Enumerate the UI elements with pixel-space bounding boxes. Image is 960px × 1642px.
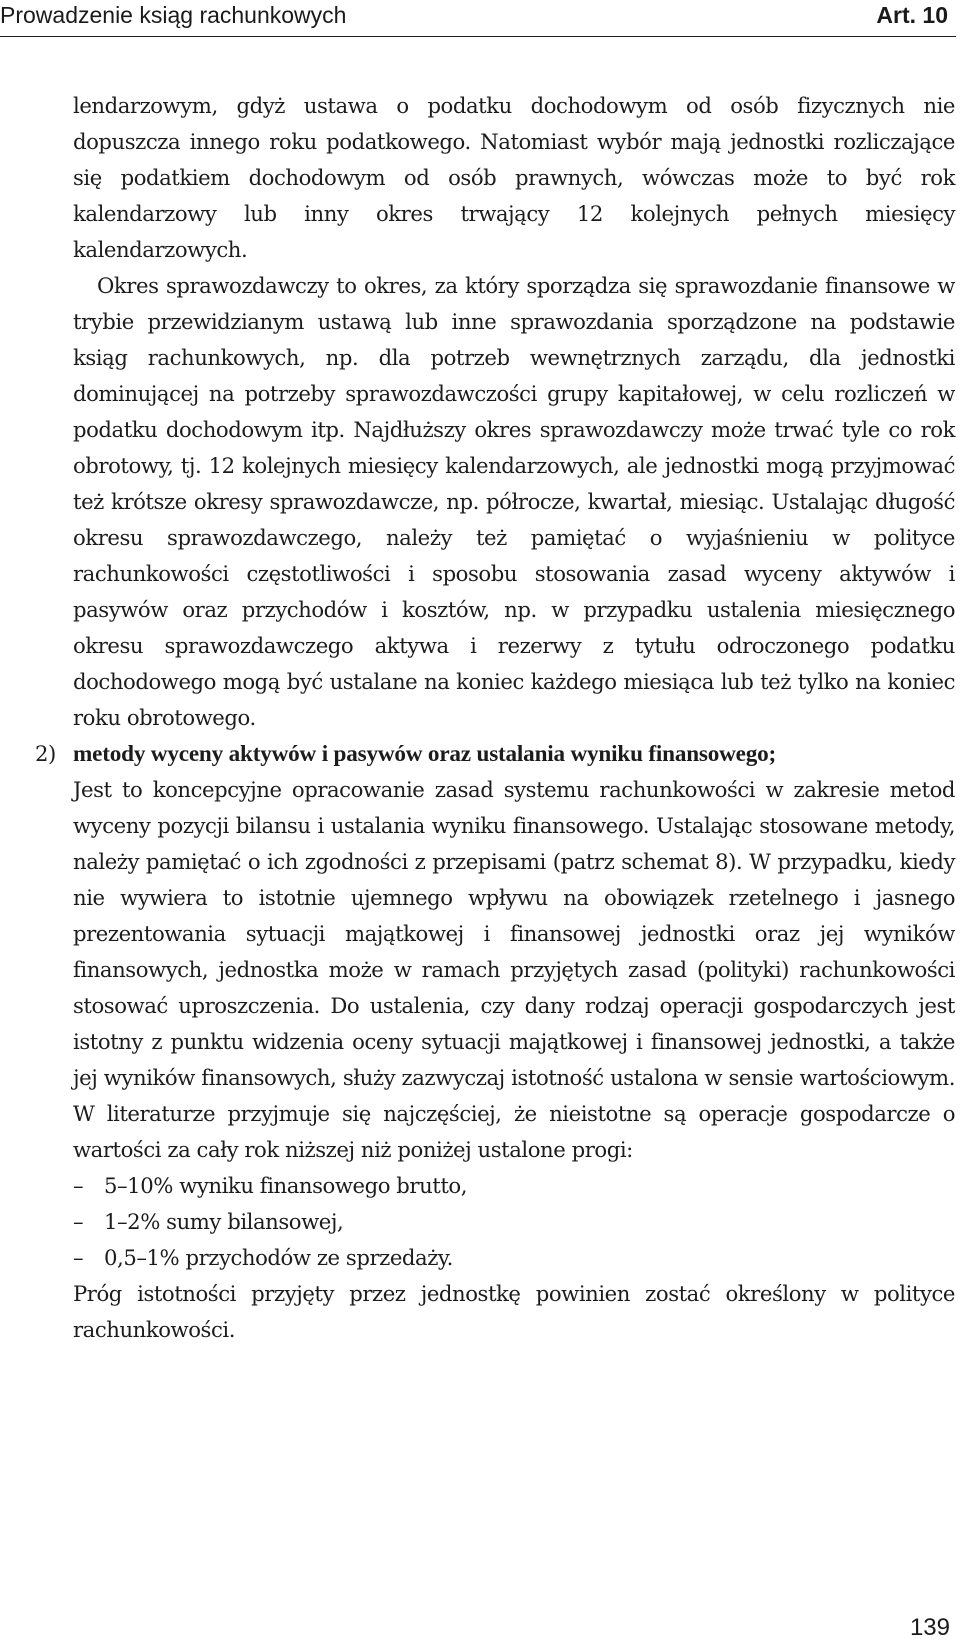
threshold-item [73,1168,955,1204]
item-body-paragraph: Jest to koncepcyjne opracowanie zasad systemu rachunkowości w zakresie metod wyceny pozycji bilansu i ustalania wyniku finansowego. Ustalając stosowane metody, należy pamiętać o ich zgodności z przepisami (patrz schemat 8). W przypadku, kiedy nie wywiera to istotnie ujemnego wpływu na obowiązek rzetelnego i jasnego prezentowania sytuacji majątkowej i finansowej jednostki oraz jej wyników finansowych, jednostka może w ramach przyjętych zasad (polityki) rachunkowości stosować uproszczenia. Do ustalenia, czy dany rodzaj operacji gospodarczych jest istotny z punktu widzenia oceny sytuacji majątkowej i finansowej jednostki, a także jej wyników finansowych, służy zazwyczaj istotność ustalona w sensie wartościowym. W literaturze przyjmuje się najczęściej, że nieistotne są operacje gospodarcze o wartości za cały rok niższej niż poniżej ustalone progi: [73,777,955,1162]
page-content [35,88,955,1348]
book-title: Prowadzenie ksiąg rachunkowych [0,2,347,28]
article-number: Art. 10 [876,2,948,28]
running-header [0,0,956,37]
item-number: 2) [35,741,56,766]
reporting-period-paragraph: Okres sprawozdawczy to okres, za który sporządza się sprawozdanie finansowe w trybie przewidzianym ustawą lub inne sprawozdania sporządzone na podstawie ksiąg rachunkowych, np. dla potrzeb wewnętrznych zarządu, dla jednostki dominującej na potrzeby sprawozdawczości grupy kapitałowej, w celu rozliczeń w podatku dochodowym itp. Najdłuższy okres sprawozdawczy może trwać tyle co rok obrotowy, tj. 12 kolejnych miesięcy kalendarzowych, ale jednostki mogą przyjmować też krótsze okresy sprawozdawcze, np. półrocze, kwartał, miesiąc. Ustalając długość okresu sprawozdawczego, należy też pamiętać o wyjaśnieniu w polityce rachunkowości częstotliwości i sposobu stosowania zasad wyceny aktywów i pasywów oraz przychodów i kosztów, np. w przypadku ustalenia miesięcznego okresu sprawozdawczego aktywa i rezerwy z tytułu odroczonego podatku dochodowego mogą być ustalane na koniec każdego miesiąca lub też tylko na koniec roku obrotowego. [73,273,955,730]
closing-paragraph: Próg istotności przyjęty przez jednostkę powinien zostać określony w polityce rachunkowości. [73,1281,955,1342]
threshold-text: 5–10% wyniku finansowego brutto, [104,1173,468,1198]
dash-bullet: – [73,1209,84,1234]
threshold-item [73,1240,955,1276]
dash-bullet: – [73,1173,84,1198]
dash-bullet: – [73,1245,84,1270]
continuation-paragraph: lendarzowym, gdyż ustawa o podatku dochodowym od osób fizycznych nie dopuszcza innego roku podatkowego. Natomiast wybór mają jednostki rozliczające się podatkiem dochodowym od osób prawnych, wówczas może to być rok kalendarzowy lub inny okres trwający 12 kolejnych pełnych miesięcy kalendarzowych. [73,93,955,262]
item-heading: metody wyceny aktywów i pasywów oraz ustalania wyniku finansowego; [73,741,777,767]
page-number: 139 [909,1614,950,1641]
threshold-text: 0,5–1% przychodów ze sprzedaży. [104,1245,453,1270]
threshold-item [73,1204,955,1240]
list-item-2 [35,736,955,1348]
threshold-text: 1–2% sumy bilansowej, [104,1209,344,1234]
